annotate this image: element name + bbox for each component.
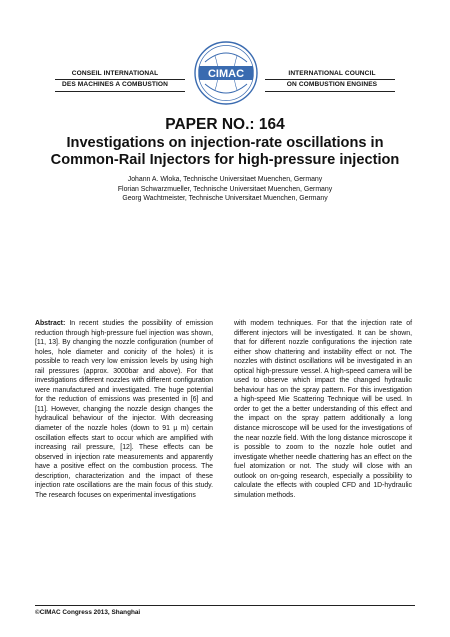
org-name-french-line1: CONSEIL INTERNATIONAL bbox=[71, 70, 159, 77]
paper-title-line2: Common-Rail Injectors for high-pressure injection bbox=[50, 151, 400, 168]
abstract-column-left bbox=[35, 319, 213, 500]
footer-rule bbox=[35, 605, 415, 606]
author-3: Georg Wachtmeister, Technische Universitaet Muenchen, Germany bbox=[122, 195, 328, 203]
org-name-english-line2: ON COMBUSTION ENGINES bbox=[286, 81, 378, 88]
org-name-french-line2: DES MACHINES A COMBUSTION bbox=[61, 81, 169, 88]
abstract-column-right bbox=[234, 319, 412, 500]
abstract-text-left: In recent studies the possibility of emission reduction through high-pressure fuel injection was shown, [11, 13]. By changing the nozzle configuration (number of holes, hole diameter and conicity of the holes) it is possible to reach very low emission levels by using high rail pressures (approx. 3000bar and above). For that investigations different nozzles with different configuration were manufactured and investigated. The huge potential for the reduction of emissions was presented in [6] and [11]. However, changing the nozzle design changes the hydraulical behaviour of the injector. With decreasing diameter of the nozzle holes (down to 91 µ m) certain oscillation effects start to occur which are amplified with increasing rail pressure, [12]. These effects can be observed in injection rate measurements and apparently have a positive effect on the combustion process. The description, characterization and the impact of these injection rate oscillations are the main focus of this study. The research focuses on experimental investigations bbox=[35, 320, 213, 499]
cimac-logo bbox=[193, 40, 259, 106]
author-2: Florian Schwarzmueller, Technische Universitaet Muenchen, Germany bbox=[117, 185, 333, 193]
org-name-english bbox=[272, 68, 392, 90]
header-rule-left-lower bbox=[55, 91, 185, 92]
abstract-label: Abstract: bbox=[35, 320, 66, 327]
paper-title bbox=[30, 135, 420, 168]
cimac-logo-text: CIMAC bbox=[207, 68, 245, 80]
header-rule-right-lower bbox=[265, 91, 395, 92]
abstract-text-right: with modern techniques. For that the injection rate of different injectors will be investigated. It can be shown, that for different nozzle configurations the injection rate either show chattering and instability effect or not. The nozzles with distinct oscillations will be investigated in an optical high-pressure vessel. A high-speed camera will be used to observe which impact the changed hydraulic behaviour has on the spray pattern. For this investigation a high-speed Mie Scattering Technique will be used. In order to get the a better understanding of this effect and the impact on the spray pattern additionally a long distance microscope will be used for the investigations of the near nozzle field. With the long distance microscope it is possible to zoom to the nozzle hole outlet and investigate whether needle chattering has an effect on the fuel atomization or not. The study will close with an outlook on on-going research, especially a possibility to calculate the effects with coupled CFD and 1D-hydraulic simulation methods. bbox=[234, 320, 412, 499]
paper-number: PAPER NO.: 164 bbox=[165, 116, 285, 133]
footer-copyright: ©CIMAC Congress 2013, Shanghai bbox=[35, 609, 141, 616]
author-1: Johann A. Wloka, Technische Universitaet Muenchen, Germany bbox=[127, 176, 323, 183]
author-list bbox=[60, 175, 390, 204]
org-name-english-line1: INTERNATIONAL COUNCIL bbox=[288, 70, 376, 77]
header-rule-left-upper bbox=[55, 79, 185, 80]
paper-title-line1: Investigations on injection-rate oscillations in bbox=[66, 135, 384, 151]
